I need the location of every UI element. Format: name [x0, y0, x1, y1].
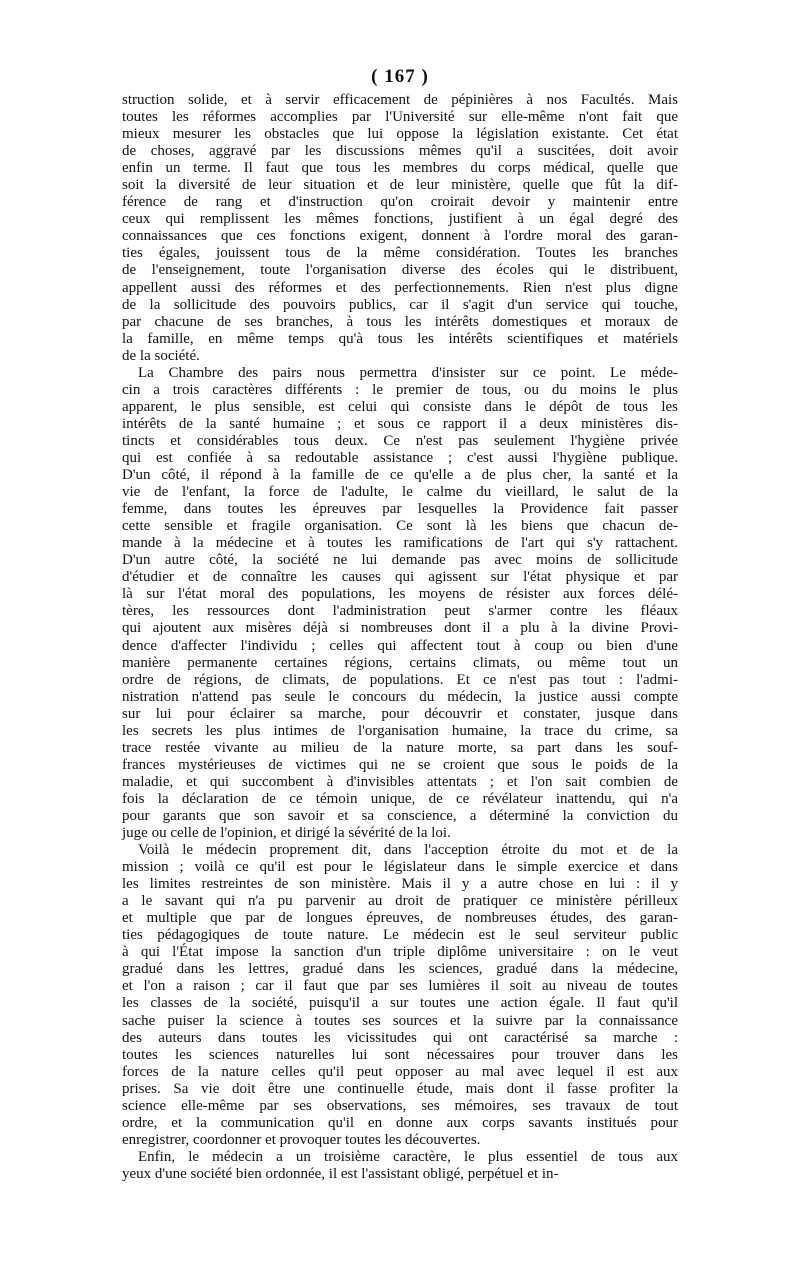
text-line: femme, dans toutes les épreuves par lesquelles la Providence fait passer — [122, 501, 678, 518]
text-line: et multiple que par de longues épreuves, de nombreuses études, des garan- — [122, 910, 678, 927]
text-line: intérêts de la santé humaine ; et sous ce rapport il a deux ministères dis- — [122, 415, 678, 432]
text-line: prises. Sa vie doit être une continuelle étude, mais dont il fasse profiter la — [122, 1080, 678, 1097]
text-line: forces de la nature celles qu'il peut opposer au mal avec lequel il est aux — [122, 1063, 678, 1080]
text-line: ordre, et la communication qu'il en donne aux corps savants institués pour — [122, 1114, 678, 1131]
text-line: sache puiser la science à toutes ses sources et la suivre par la connaissance — [122, 1012, 678, 1029]
text-line: cette sensible et fragile organisation. Ce sont là les biens que chacun de- — [122, 518, 678, 535]
text-line: ties pédagogiques de toute nature. Le médecin est le seul serviteur public — [122, 927, 678, 944]
text-line: Enfin, le médecin a un troisième caractère, le plus essentiel de tous aux — [138, 1148, 678, 1165]
text-line: de l'enseignement, toute l'organisation diverse des écoles qui le distribuent, — [122, 262, 678, 279]
text-line: ties égales, jouissent tous de la même considération. Toutes les branches — [122, 245, 678, 262]
text-line: toutes les réformes accomplies par l'Université sur elle-même n'ont fait que — [122, 109, 678, 126]
text-line: connaissances que ces fonctions exigent, donnent à l'ordre moral des garan- — [122, 228, 678, 245]
text-line: enregistrer, coordonner et provoquer toutes les découvertes. — [122, 1131, 481, 1148]
text-line: science elle-même par ses observations, ses mémoires, ses travaux de tout — [122, 1097, 678, 1114]
text-line: pour garants que son savoir et sa conscience, a déterminé la conviction du — [122, 807, 678, 824]
text-line: et l'on a raison ; car il faut que par ses lumières il soit au niveau de toutes — [122, 978, 678, 995]
text-line: par chacune de ses branches, à tous les intérêts domestiques et moraux de — [122, 313, 678, 330]
text-line: les secrets les plus intimes de l'organisation humaine, la trace du crime, sa — [122, 722, 678, 739]
text-line: qui ajoutent aux misères déjà si nombreuses dont il a plu à la divine Provi- — [122, 620, 678, 637]
text-line: ceux qui remplissent les mêmes fonctions, justifient à un égal degré des — [122, 211, 678, 228]
text-line: struction solide, et à servir efficacement de pépinières à nos Facultés. Mais — [122, 92, 678, 108]
paragraph — [122, 1149, 678, 1183]
text-line: tincts et considérables tous deux. Ce n'est pas seulement l'hygiène privée — [122, 432, 678, 449]
text-line: yeux d'une société bien ordonnée, il est l'assistant obligé, perpétuel et in- — [122, 1165, 559, 1182]
text-line: des auteurs dans toutes les vicissitudes qui ont caractérisé sa marche : — [122, 1029, 678, 1046]
text-line: gradué dans les lettres, gradué dans les sciences, gradué dans la médecine, — [122, 961, 678, 978]
text-line: enfin un terme. Il faut que tous les membres du corps médical, quelle que — [122, 160, 678, 177]
text-line: d'étudier et de connaître les causes qui agissent sur l'état physique et par — [122, 569, 678, 586]
text-line: D'un autre côté, la société ne lui demande pas avec moins de sollicitude — [122, 552, 678, 569]
text-line: là sur l'état moral des populations, les moyens de résister aux forces délé- — [122, 586, 678, 603]
text-line: ordre de régions, de climats, de populations. Et ce n'est pas tout : l'admi- — [122, 671, 678, 688]
paragraph — [122, 365, 678, 842]
text-line: les classes de la société, puisqu'il a sur toutes une action égale. Il faut qu'il — [122, 995, 678, 1012]
text-line: cin a trois caractères différents : le premier de tous, ou du moins le plus — [122, 381, 678, 398]
body-text — [122, 92, 678, 1183]
text-line: tères, les ressources dont l'administration peut s'armer contre les fléaux — [122, 603, 678, 620]
text-line: juge ou celle de l'opinion, et dirigé la sévérité de la loi. — [122, 825, 451, 842]
text-line: appellent aussi des réformes et des perfectionnements. Rien n'est plus digne — [122, 279, 678, 296]
text-line: nistration n'attend pas seule le concours du médecin, la justice aussi compte — [122, 688, 678, 705]
text-line: mieux mesurer les obstacles que lui oppose la législation existante. Cet état — [122, 126, 678, 143]
text-line: de choses, aggravé par les discussions mêmes qu'il a suscitées, doit avoir — [122, 143, 678, 160]
text-line: qui est confiée à sa redoutable assistance ; c'est aussi l'hygiène publique. — [122, 449, 678, 466]
text-line: La Chambre des pairs nous permettra d'insister sur ce point. Le méde- — [138, 364, 678, 381]
text-line: D'un côté, il répond à la famille de ce qu'elle a de plus cher, la santé et la — [122, 467, 678, 484]
text-line: apparent, le plus sensible, est celui qui consiste dans le dépôt de tous les — [122, 398, 678, 415]
text-line: mande à la médecine et à toutes les ramifications de l'art qui s'y rattachent. — [122, 535, 678, 552]
text-line: trace restée vivante au milieu de la nature morte, sa part dans les souf- — [122, 739, 678, 756]
text-line: mission ; voilà ce qu'il est pour le législateur dans le simple exercice et dans — [122, 859, 678, 876]
text-line: dence d'affecter l'individu ; celles qui affectent tout à coup ou bien d'une — [122, 637, 678, 654]
page-number: ( 167 ) — [371, 66, 429, 87]
text-line: sur lui pour éclairer sa marche, pour découvrir et constater, jusque dans — [122, 705, 678, 722]
text-line: de la sollicitude des pouvoirs publics, car il s'agit d'un service qui touche, — [122, 296, 678, 313]
text-line: la famille, en même temps qu'à tous les intérêts scientifiques et matériels — [122, 330, 678, 347]
text-line: vie de l'enfant, la force de l'adulte, le calme du vieillard, le salut de la — [122, 484, 678, 501]
text-line: toutes les sciences naturelles lui sont nécessaires pour trouver dans les — [122, 1046, 678, 1063]
text-line: frances mystérieuses de victimes qui ne se croient que sous le poids de la — [122, 756, 678, 773]
text-line: à qui l'État impose la sanction d'un triple diplôme universitaire : on le veut — [122, 944, 678, 961]
paragraph — [122, 92, 678, 365]
text-line: férence de rang et d'instruction qu'on croirait devoir y maintenir entre — [122, 194, 678, 211]
text-line: de la société. — [122, 347, 200, 364]
text-line: fois la déclaration de ce témoin unique, de ce révélateur inattendu, qui n'a — [122, 790, 678, 807]
text-line: soit la diversité de leur situation et de leur ministère, quelle que fût la dif- — [122, 177, 678, 194]
text-line: manière permanente certaines régions, certains climats, ou même tout un — [122, 654, 678, 671]
text-line: maladie, et qui succombent à d'invisibles attentats ; et l'on sait combien de — [122, 773, 678, 790]
paragraph — [122, 842, 678, 1149]
text-line: les limites restreintes de son ministère. Mais il y a autre chose en lui : il y — [122, 876, 678, 893]
text-line: Voilà le médecin proprement dit, dans l'acception étroite du mot et de la — [138, 842, 678, 859]
text-line: a le savant qui n'a pu parvenir au droit de pratiquer ce ministère périlleux — [122, 893, 678, 910]
